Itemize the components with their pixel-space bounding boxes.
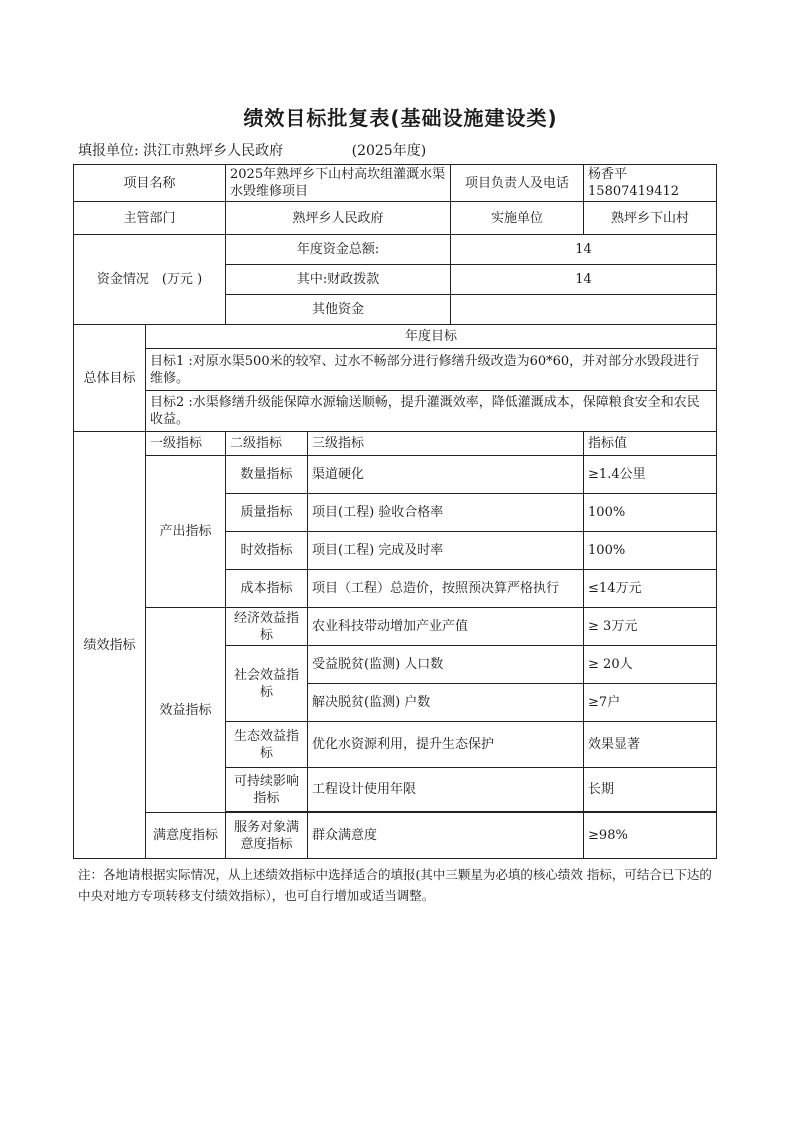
benefit-eco-l3: 优化水资源利用，提升生态保护 — [308, 722, 584, 768]
output-val: 100% — [584, 494, 717, 532]
project-leader: 杨香平15807419412 — [584, 165, 717, 202]
output-l3: 渠道硬化 — [308, 456, 584, 494]
satisfaction-l3: 群众满意度 — [308, 813, 584, 859]
goal-2: 目标2 :水渠修缮升级能保障水源输送顺畅，提升灌溉效率，降低灌溉成本，保障粮食安全和农民收益。 — [146, 391, 717, 432]
output-val: ≤14万元 — [584, 570, 717, 608]
output-l2: 成本指标 — [226, 570, 308, 608]
funds-fiscal: 14 — [451, 265, 717, 295]
fill-year: (2025年度) — [351, 143, 427, 159]
benefit-economic-l2: 经济效益指标 — [226, 608, 308, 646]
impl-label: 实施单位 — [451, 202, 584, 235]
satisfaction-label: 满意度指标 — [146, 813, 226, 859]
benefit-social-l3-2: 解决脱贫(监测) 户数 — [308, 684, 584, 722]
funds-other-label: 其他资金 — [226, 295, 451, 325]
funds-label: 资金情况 (万元 ) — [74, 235, 226, 325]
output-l2: 时效指标 — [226, 532, 308, 570]
benefit-social-l2: 社会效益指标 — [226, 646, 308, 722]
goals-label: 总体目标 — [74, 325, 146, 432]
impl-value: 熟坪乡下山村 — [584, 202, 717, 235]
project-name-label: 项目名称 — [74, 165, 226, 202]
perf-label: 绩效指标 — [74, 432, 146, 859]
fill-unit-name: 洪江市熟坪乡人民政府 — [143, 143, 284, 159]
page-title: 绩效目标批复表(基础设施建设类) — [243, 106, 558, 130]
funds-total-label: 年度资金总额: — [226, 235, 451, 265]
benefit-economic-val: ≥ 3万元 — [584, 608, 717, 646]
benefit-eco-val: 效果显著 — [584, 722, 717, 768]
output-l3: 项目(工程) 验收合格率 — [308, 494, 584, 532]
output-l2: 质量指标 — [226, 494, 308, 532]
benefit-sustain-l3: 工程设计使用年限 — [308, 768, 584, 812]
output-val: ≥1.4公里 — [584, 456, 717, 494]
output-l3: 项目（工程）总造价，按照预决算严格执行 — [308, 570, 584, 608]
perf-header-l1: 一级指标 — [146, 432, 226, 456]
goal-1: 目标1 :对原水渠500米的较窄、过水不畅部分进行修缮升级改造为60*60，并对部分水毁段进行维修。 — [146, 349, 717, 391]
funds-fiscal-label: 其中:财政拨款 — [226, 265, 451, 295]
dept-label: 主管部门 — [74, 202, 226, 235]
fill-unit-line — [78, 140, 426, 160]
satisfaction-val: ≥98% — [584, 813, 717, 859]
project-leader-label: 项目负责人及电话 — [451, 165, 584, 202]
output-l3: 项目(工程) 完成及时率 — [308, 532, 584, 570]
perf-header-l3: 三级指标 — [308, 432, 584, 456]
dept-value: 熟坪乡人民政府 — [226, 202, 451, 235]
benefit-social-l3-1: 受益脱贫(监测) 人口数 — [308, 646, 584, 684]
benefit-social-val-2: ≥7户 — [584, 684, 717, 722]
perf-header-l2: 二级指标 — [226, 432, 308, 456]
benefit-sustain-val: 长期 — [584, 768, 717, 812]
fill-unit-label: 填报单位: — [78, 143, 139, 159]
goals-header: 年度目标 — [146, 325, 717, 349]
output-val: 100% — [584, 532, 717, 570]
benefit-label: 效益指标 — [146, 608, 226, 813]
benefit-sustain-l2: 可持续影响指标 — [226, 768, 308, 812]
footnote: 注：各地请根据实际情况，从上述绩效指标中选择适合的填报(其中三颗星为必填的核心绩效 指标，可结合已下达的中央对地方专项转移支付绩效指标），也可自行增加或适当调整。 — [78, 867, 712, 903]
performance-table — [73, 164, 717, 859]
benefit-social-val-1: ≥ 20人 — [584, 646, 717, 684]
funds-other — [451, 295, 717, 325]
output-l2: 数量指标 — [226, 456, 308, 494]
output-label: 产出指标 — [146, 456, 226, 608]
benefit-economic-l3: 农业科技带动增加产业产值 — [308, 608, 584, 646]
perf-header-val: 指标值 — [584, 432, 717, 456]
satisfaction-l2: 服务对象满意度指标 — [226, 813, 308, 859]
project-name: 2025年熟坪乡下山村高坎组灌溉水渠水毁维修项目 — [226, 165, 451, 202]
benefit-eco-l2: 生态效益指标 — [226, 722, 308, 768]
funds-total: 14 — [451, 235, 717, 265]
